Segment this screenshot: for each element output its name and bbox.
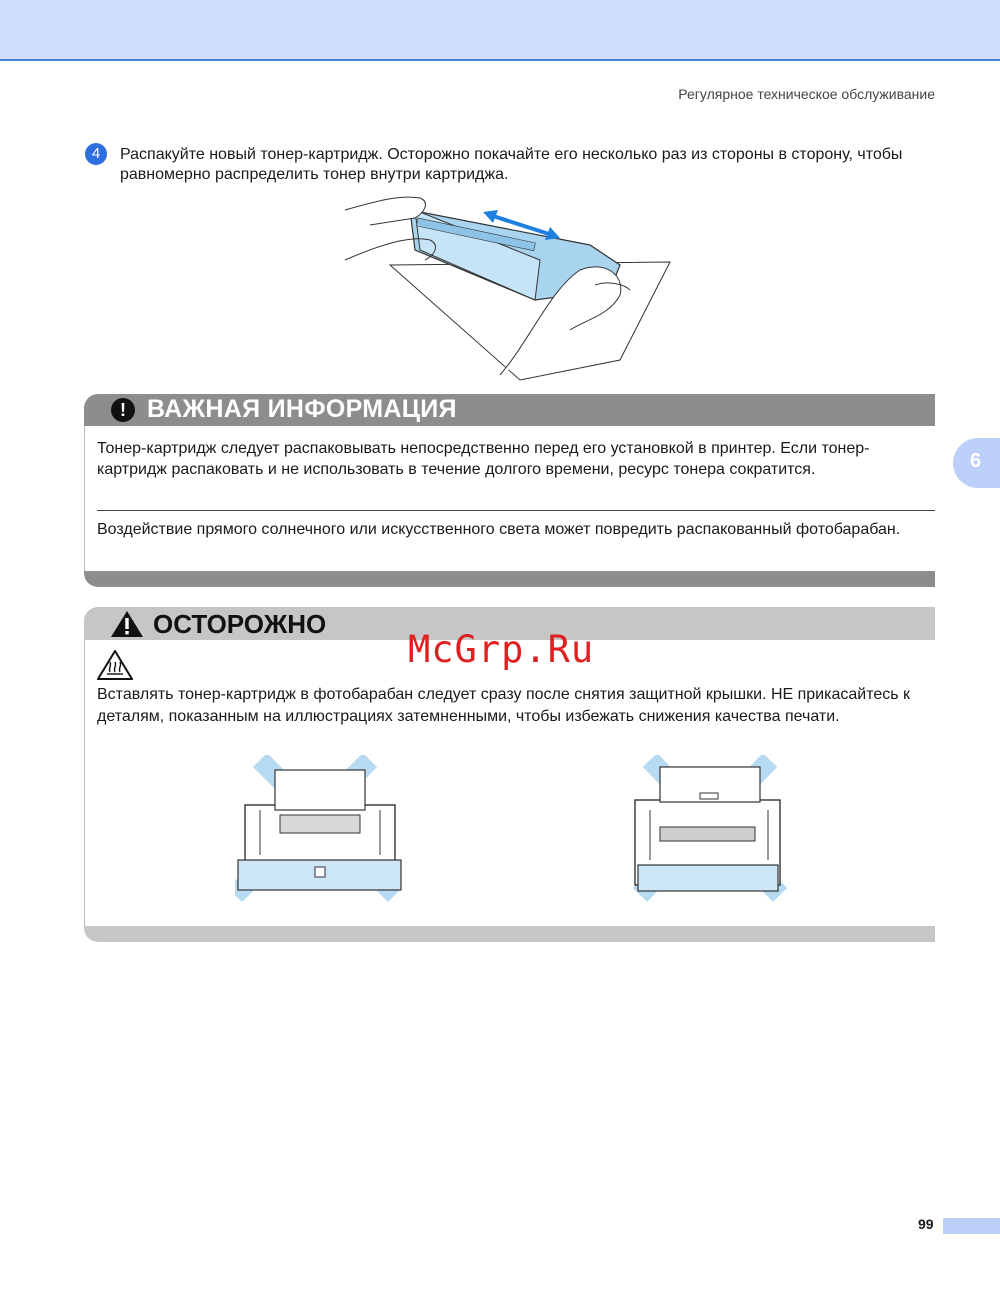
caution-title: ОСТОРОЖНО	[153, 609, 327, 639]
drum-unit-illustration-right	[630, 755, 790, 905]
important-divider	[97, 510, 935, 511]
watermark-text: McGrp.Ru	[408, 628, 595, 671]
step-number-icon: 4	[85, 143, 107, 165]
important-side-rule	[84, 426, 85, 572]
important-bottom-bar	[84, 571, 935, 587]
important-title: ВАЖНАЯ ИНФОРМАЦИЯ	[147, 395, 457, 423]
section-title: Регулярное техническое обслуживание	[678, 86, 935, 102]
important-paragraph-2: Воздействие прямого солнечного или искусственного света может повредить распакованный фотобарабан.	[97, 521, 901, 538]
toner-shaking-illustration	[340, 190, 680, 385]
important-paragraph-1: Тонер-картридж следует распаковывать непосредственно перед его установкой в принтер. Если тонер-картридж распаковать и не использовать в течение долгого времени, ресурс тонера сократится.	[97, 440, 870, 478]
caution-bottom-bar	[84, 926, 935, 942]
caution-text: Вставлять тонер-картридж в фотобарабан следует сразу после снятия защитной крышки. НЕ прикасайтесь к деталям, показанным на иллюстрациях затемненными, чтобы избежать снижения качества печати.	[97, 686, 911, 725]
drum-unit-illustration-left	[235, 755, 405, 905]
step-instruction: Распакуйте новый тонер-картридж. Осторожно покачайте его несколько раз из стороны в сторону, чтобы равномерно распределить тонер внутри картриджа.	[120, 146, 903, 183]
important-banner	[84, 394, 935, 426]
hot-surface-icon	[97, 650, 133, 680]
caution-side-rule	[84, 640, 85, 927]
chapter-number: 6	[970, 450, 982, 472]
top-band	[0, 0, 1000, 61]
page-number: 99	[918, 1216, 934, 1232]
page-tab	[943, 1218, 1000, 1234]
warning-triangle-icon	[110, 610, 144, 638]
exclamation-icon: !	[111, 398, 135, 422]
